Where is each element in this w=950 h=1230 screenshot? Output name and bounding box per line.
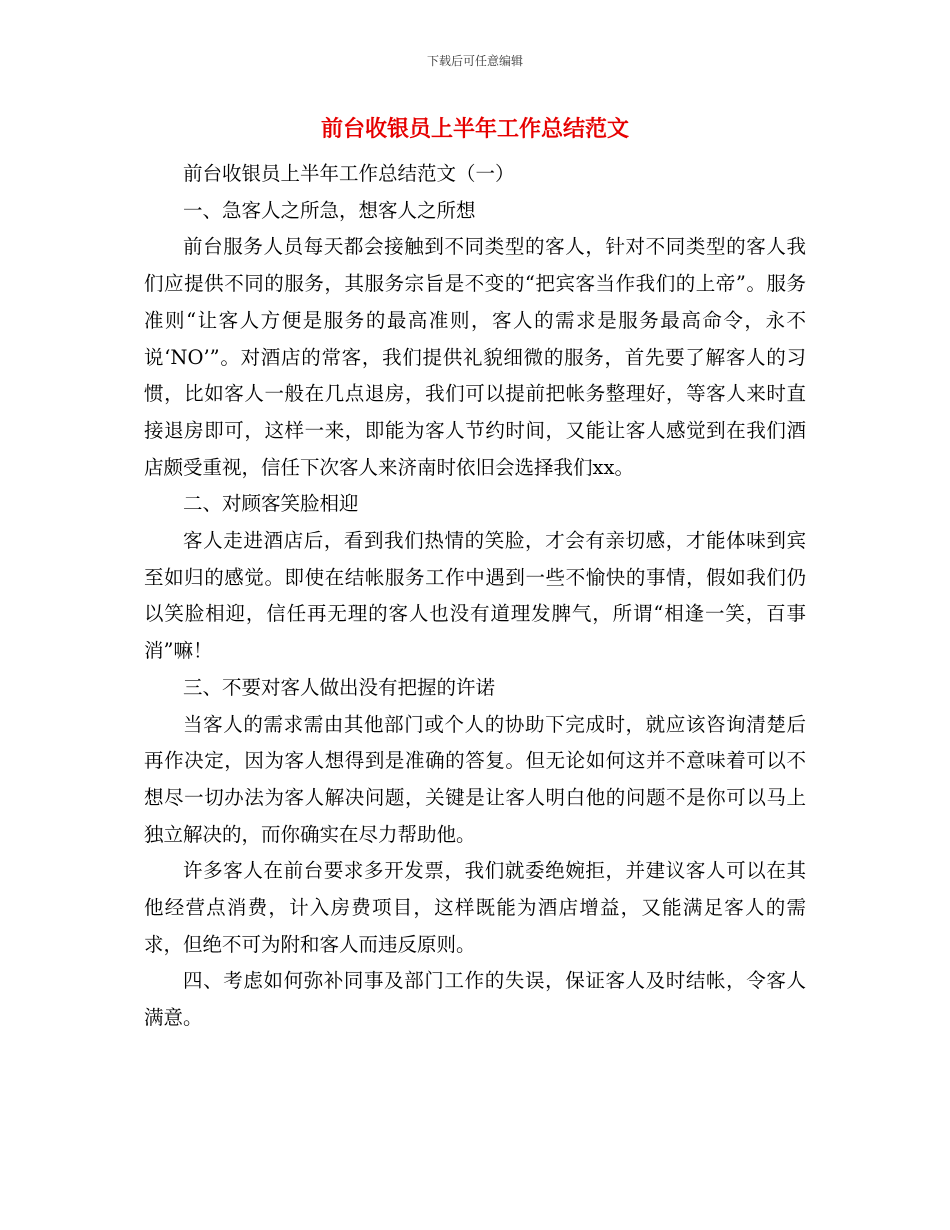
page-header-note: 下载后可任意编辑 bbox=[426, 54, 523, 68]
subtitle-paragraph: 前台收银员上半年工作总结范文（一） bbox=[183, 162, 515, 185]
body-paragraph: 许多客人在前台要求多开发票，我们就委绝婉拒，并建议客人可以在其他经营点消费，计入房费项目，这样既能为酒店增益，又能满足客人的需求，但绝不可为附和客人而违反原则。 bbox=[144, 859, 806, 956]
document-title: 前台收银员上半年工作总结范文 bbox=[320, 117, 629, 142]
body-paragraph: 客人走进酒店后，看到我们热情的笑脸，才会有亲切感，才能体味到宾至如归的感觉。即使在结帐服务工作中遇到一些不愉快的事情，假如我们仍以笑脸相迎，信任再无理的客人也没有道理发脾气，所谓“相逢一笑，百事消”嘛！ bbox=[144, 529, 806, 663]
section-heading-2: 二、对顾客笑脸相迎 bbox=[183, 492, 359, 516]
body-paragraph: 前台服务人员每天都会接触到不同类型的客人，针对不同类型的客人我们应提供不同的服务，其服务宗旨是不变的“把宾客当作我们的上帝”。服务准则“让客人方便是服务的最高准则，客人的需求是服务最高命令，永不说‘NO’”。对酒店的常客，我们提供礼貌细微的服务，首先要了解客人的习惯，比如客人一般在几点退房，我们可以提前把帐务整理好，等客人来时直接退房即可，这样一来，即能为客人节约时间，又能让客人感觉到在我们酒店颇受重视，信任下次客人来济南时依旧会选择我们xx。 bbox=[144, 235, 806, 479]
document-body bbox=[144, 156, 806, 1037]
section-heading-4: 四、考虑如何弥补同事及部门工作的失误，保证客人及时结帐，令客人满意。 bbox=[144, 969, 806, 1030]
body-paragraph: 当客人的需求需由其他部门或个人的协助下完成时，就应该咨询清楚后再作决定，因为客人想得到是准确的答复。但无论如何这并不意味着可以不想尽一切办法为客人解决问题，关键是让客人明白他的问题不是你可以马上独立解决的，而你确实在尽力帮助他。 bbox=[144, 712, 806, 846]
section-heading-3: 三、不要对客人做出没有把握的许诺 bbox=[183, 675, 496, 699]
section-heading-1: 一、急客人之所急，想客人之所想 bbox=[183, 198, 476, 222]
